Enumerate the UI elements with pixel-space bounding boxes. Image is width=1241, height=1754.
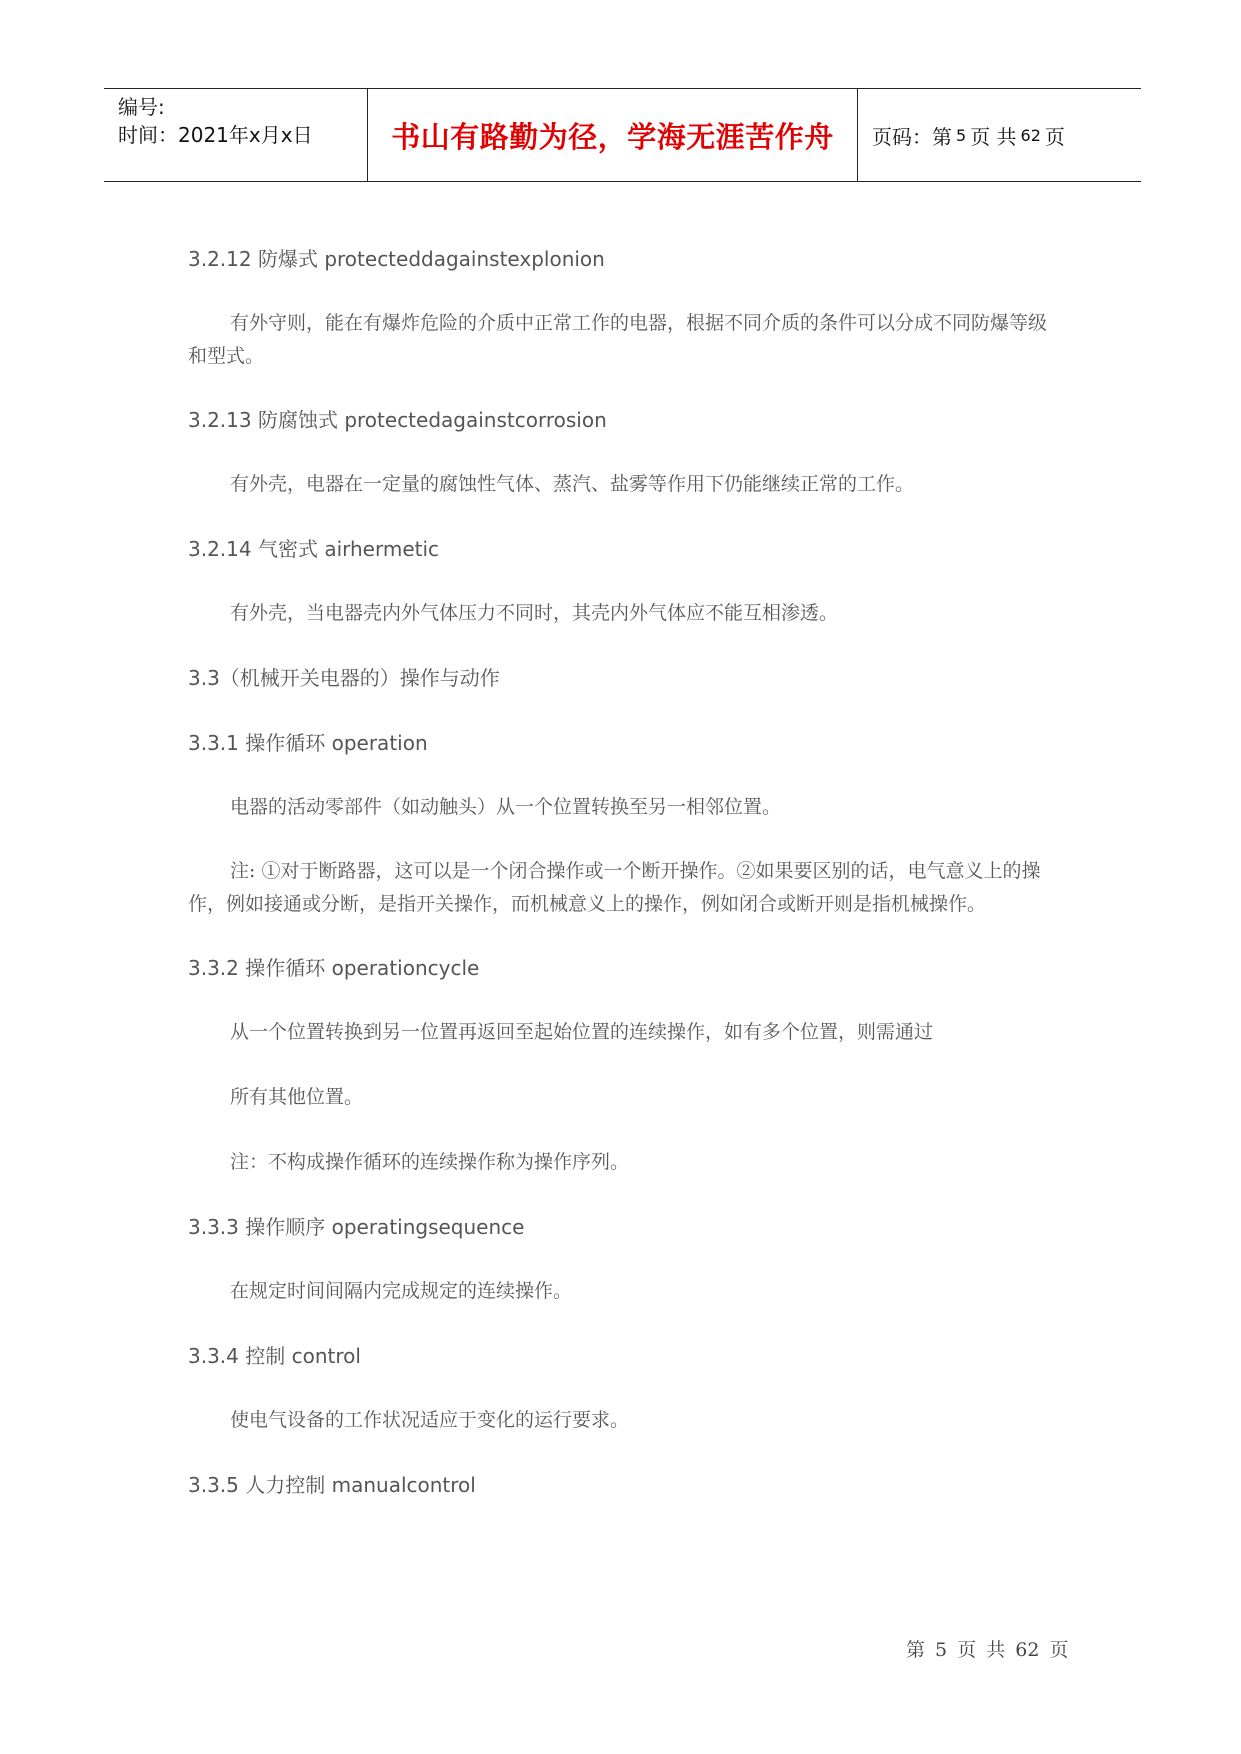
header-page-number [858,89,1141,181]
page-current: 5 [956,125,967,145]
section-heading: 3.2.14 气密式 airhermetic [188,537,440,561]
section-note: 注：不构成操作循环的连续操作称为操作序列。 [230,1151,630,1173]
section-heading: 3.3（机械开关电器的）操作与动作 [188,666,500,690]
time-text: 时间：2021年x月x日 [118,123,313,147]
section-paragraph: 使电气设备的工作状况适应于变化的运行要求。 [230,1409,630,1431]
section-paragraph: 在规定时间间隔内完成规定的连续操作。 [230,1280,573,1302]
section-paragraph: 有外壳，当电器壳内外气体压力不同时，其壳内外气体应不能互相渗透。 [230,602,839,624]
document-body [188,242,1058,1502]
section-note: 注: ①对于断路器，这可以是一个闭合操作或一个断开操作。②如果要区别的话，电气意义上的操作，例如接通或分断，是指开关操作，而机械意义上的操作，例如闭合或断开则是指机械操作。 [188,860,1041,915]
serial-label: 编号: [118,95,165,119]
section-heading: 3.3.2 操作循环 operationcycle [188,956,480,980]
header-motto: 书山有路勤为径，学海无涯苦作舟 [368,89,858,181]
page-suffix: 页 [1044,124,1065,149]
header-meta-cell [104,89,368,181]
page-header [104,88,1141,182]
section-heading: 3.2.12 防爆式 protecteddagainstexplonion [188,247,605,271]
page-total: 62 [1020,125,1041,145]
section-heading: 3.3.5 人力控制 manualcontrol [188,1473,476,1497]
section-paragraph: 有外壳，电器在一定量的腐蚀性气体、蒸汽、盐雾等作用下仍能继续正常的工作。 [230,473,915,495]
page-mid: 页 共 [970,124,1017,149]
section-paragraph: 有外守则，能在有爆炸危险的介质中正常工作的电器，根据不同介质的条件可以分成不同防爆等级和型式。 [188,312,1048,367]
page-footer: 第 5 页 共 62 页 [906,1639,1069,1661]
section-paragraph: 所有其他位置。 [230,1086,364,1108]
section-heading: 3.3.3 操作顺序 operatingsequence [188,1215,525,1239]
section-heading: 3.3.4 控制 control [188,1344,361,1368]
section-paragraph: 电器的活动零部件（如动触头）从一个位置转换至另一相邻位置。 [230,796,782,818]
section-heading: 3.3.1 操作循环 operation [188,731,428,755]
section-paragraph: 从一个位置转换到另一位置再返回至起始位置的连续操作，如有多个位置，则需通过 [230,1021,934,1043]
section-heading: 3.2.13 防腐蚀式 protectedagainstcorrosion [188,408,607,432]
page-prefix: 页码：第 [872,124,952,149]
